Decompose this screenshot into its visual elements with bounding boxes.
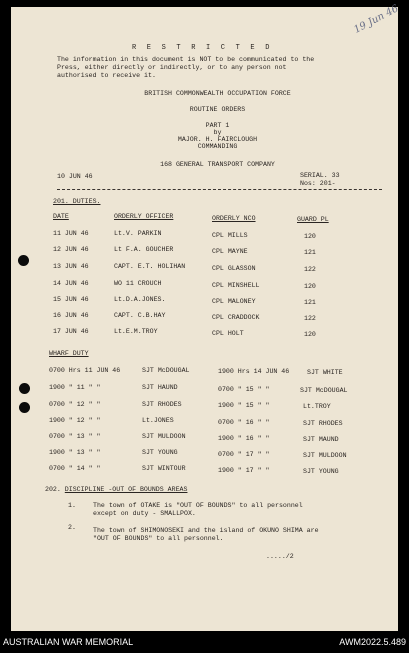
wharf-name: SJT WINTOUR	[142, 465, 186, 472]
duty-officer: WO 11 CROUCH	[114, 280, 162, 287]
column-orderly-nco: ORDERLY NCO	[212, 215, 256, 222]
order-numbers: Nos: 201-	[300, 180, 336, 187]
duty-guard: 120	[304, 331, 316, 338]
wharf-name: SJT RHODES	[303, 420, 343, 427]
wharf-name: Lt.TROY	[303, 403, 331, 410]
wharf-name: SJT HAUND	[142, 384, 178, 391]
commander-name: MAJOR. H. FAIRCLOUGH	[177, 136, 258, 143]
wharf-name: SJT MULDOON	[303, 452, 347, 459]
duty-officer: CAPT. E.T. HOLIHAN	[114, 263, 186, 270]
divider	[57, 189, 382, 190]
wharf-name: Lt.JONES	[142, 417, 174, 424]
handwritten-date: 19 Jun 46	[352, 3, 401, 36]
discipline-heading	[45, 486, 187, 494]
wharf-time: 0700 Hrs 11 JUN 46	[49, 367, 121, 374]
duty-nco: CPL MALONEY	[212, 298, 256, 305]
part-label: PART 1	[205, 122, 230, 129]
wharf-time: 1900 " 17 " "	[218, 467, 270, 474]
duty-date: 12 JUN 46	[53, 246, 89, 253]
column-orderly-officer: ORDERLY OFFICER	[114, 213, 174, 220]
wharf-name: SJT RHODES	[142, 401, 182, 408]
duty-officer: Lt.E.M.TROY	[114, 328, 158, 335]
routine-orders: ROUTINE ORDERS	[189, 106, 246, 113]
wharf-name: SJT WHITE	[307, 369, 343, 376]
wharf-time: 0700 " 15 " "	[218, 386, 270, 393]
duty-date: 17 JUN 46	[53, 328, 89, 335]
discipline-heading-text: DISCIPLINE -OUT OF BOUNDS AREAS	[64, 486, 188, 493]
duty-guard: 120	[304, 283, 316, 290]
notice-line-2: Press, either directly or indirectly, or to any person not	[57, 64, 287, 71]
duty-nco: CPL GLASSON	[212, 265, 256, 272]
duty-date: 11 JUN 46	[53, 230, 89, 237]
discipline-heading-number: 202.	[45, 486, 65, 493]
item-line: except on duty - SMALLPOX.	[93, 510, 196, 517]
duty-guard: 122	[304, 315, 316, 322]
wharf-name: SJT McDOUGAL	[300, 387, 348, 394]
restricted-heading: R E S T R I C T E D	[132, 44, 273, 52]
duty-nco: CPL MINSHELL	[212, 282, 260, 289]
duty-date: 16 JUN 46	[53, 312, 89, 319]
wharf-time: 1900 " 13 " "	[49, 449, 101, 456]
wharf-time: 0700 " 16 " "	[218, 419, 270, 426]
duty-officer: Lt F.A. GOUCHER	[114, 246, 174, 253]
item-number: 1.	[68, 502, 76, 509]
item-line: "OUT OF BOUNDS" to all personnel.	[93, 535, 224, 542]
footer-accession: AWM2022.5.489	[339, 637, 406, 647]
wharf-time: 0700 " 13 " "	[49, 433, 101, 440]
duty-guard: 120	[304, 233, 316, 240]
force-title: BRITISH COMMONWEALTH OCCUPATION FORCE	[144, 90, 291, 97]
punch-hole	[18, 255, 29, 266]
footer-institution: AUSTRALIAN WAR MEMORIAL	[3, 637, 134, 647]
duty-date: 14 JUN 46	[53, 280, 89, 287]
duty-nco: CPL HOLT	[212, 330, 244, 337]
duties-heading: 201. DUTIES.	[53, 198, 101, 205]
continued-marker: ...../2	[266, 553, 294, 560]
duty-date: 13 JUN 46	[53, 263, 89, 270]
notice-line-3: authorised to receive it.	[57, 72, 156, 79]
duty-nco: CPL CRADDOCK	[212, 314, 260, 321]
company-name: 168 GENERAL TRANSPORT COMPANY	[160, 161, 275, 168]
wharf-name: SJT MAUND	[303, 436, 339, 443]
wharf-time: 0700 " 12 " "	[49, 401, 101, 408]
duty-guard: 122	[304, 266, 316, 273]
wharf-name: SJT MULDOON	[142, 433, 186, 440]
wharf-time: 1900 " 16 " "	[218, 435, 270, 442]
duty-officer: Lt.V. PARKIN	[114, 230, 162, 237]
wharf-time: 1900 " 12 " "	[49, 417, 101, 424]
duty-date: 15 JUN 46	[53, 296, 89, 303]
by-label: by	[213, 129, 222, 136]
order-date: 10 JUN 46	[57, 173, 93, 180]
duty-officer: Lt.D.A.JONES.	[114, 296, 166, 303]
column-guard-pl: GUARD PL	[297, 216, 329, 223]
duty-nco: CPL MAYNE	[212, 248, 248, 255]
punch-hole	[19, 402, 30, 413]
wharf-time: 1900 Hrs 14 JUN 46	[218, 368, 290, 375]
serial-number: SERIAL. 33	[300, 172, 340, 179]
wharf-time: 1900 " 15 " "	[218, 402, 270, 409]
item-line: The town of OTAKE is "OUT OF BOUNDS" to all personnel	[93, 502, 303, 509]
commanding-label: COMMANDING	[197, 143, 238, 150]
duty-guard: 121	[304, 299, 316, 306]
wharf-name: SJT McDOUGAL	[142, 367, 190, 374]
duty-nco: CPL MILLS	[212, 232, 248, 239]
column-date: DATE	[53, 213, 69, 220]
wharf-name: SJT YOUNG	[142, 449, 178, 456]
wharf-time: 0700 " 17 " "	[218, 451, 270, 458]
item-number: 2.	[68, 524, 76, 531]
duty-guard: 121	[304, 249, 316, 256]
wharf-duty-heading: WHARF DUTY	[49, 350, 89, 357]
notice-line-1: The information in this document is NOT to be communicated to the	[57, 56, 315, 63]
punch-hole	[19, 383, 30, 394]
item-line: The town of SHIMONOSEKI and the island of OKUNO SHIMA are	[93, 527, 319, 534]
duty-officer: CAPT. C.B.HAY	[114, 312, 166, 319]
wharf-time: 1900 " 11 " "	[49, 384, 101, 391]
wharf-name: SJT YOUNG	[303, 468, 339, 475]
wharf-time: 0700 " 14 " "	[49, 465, 101, 472]
